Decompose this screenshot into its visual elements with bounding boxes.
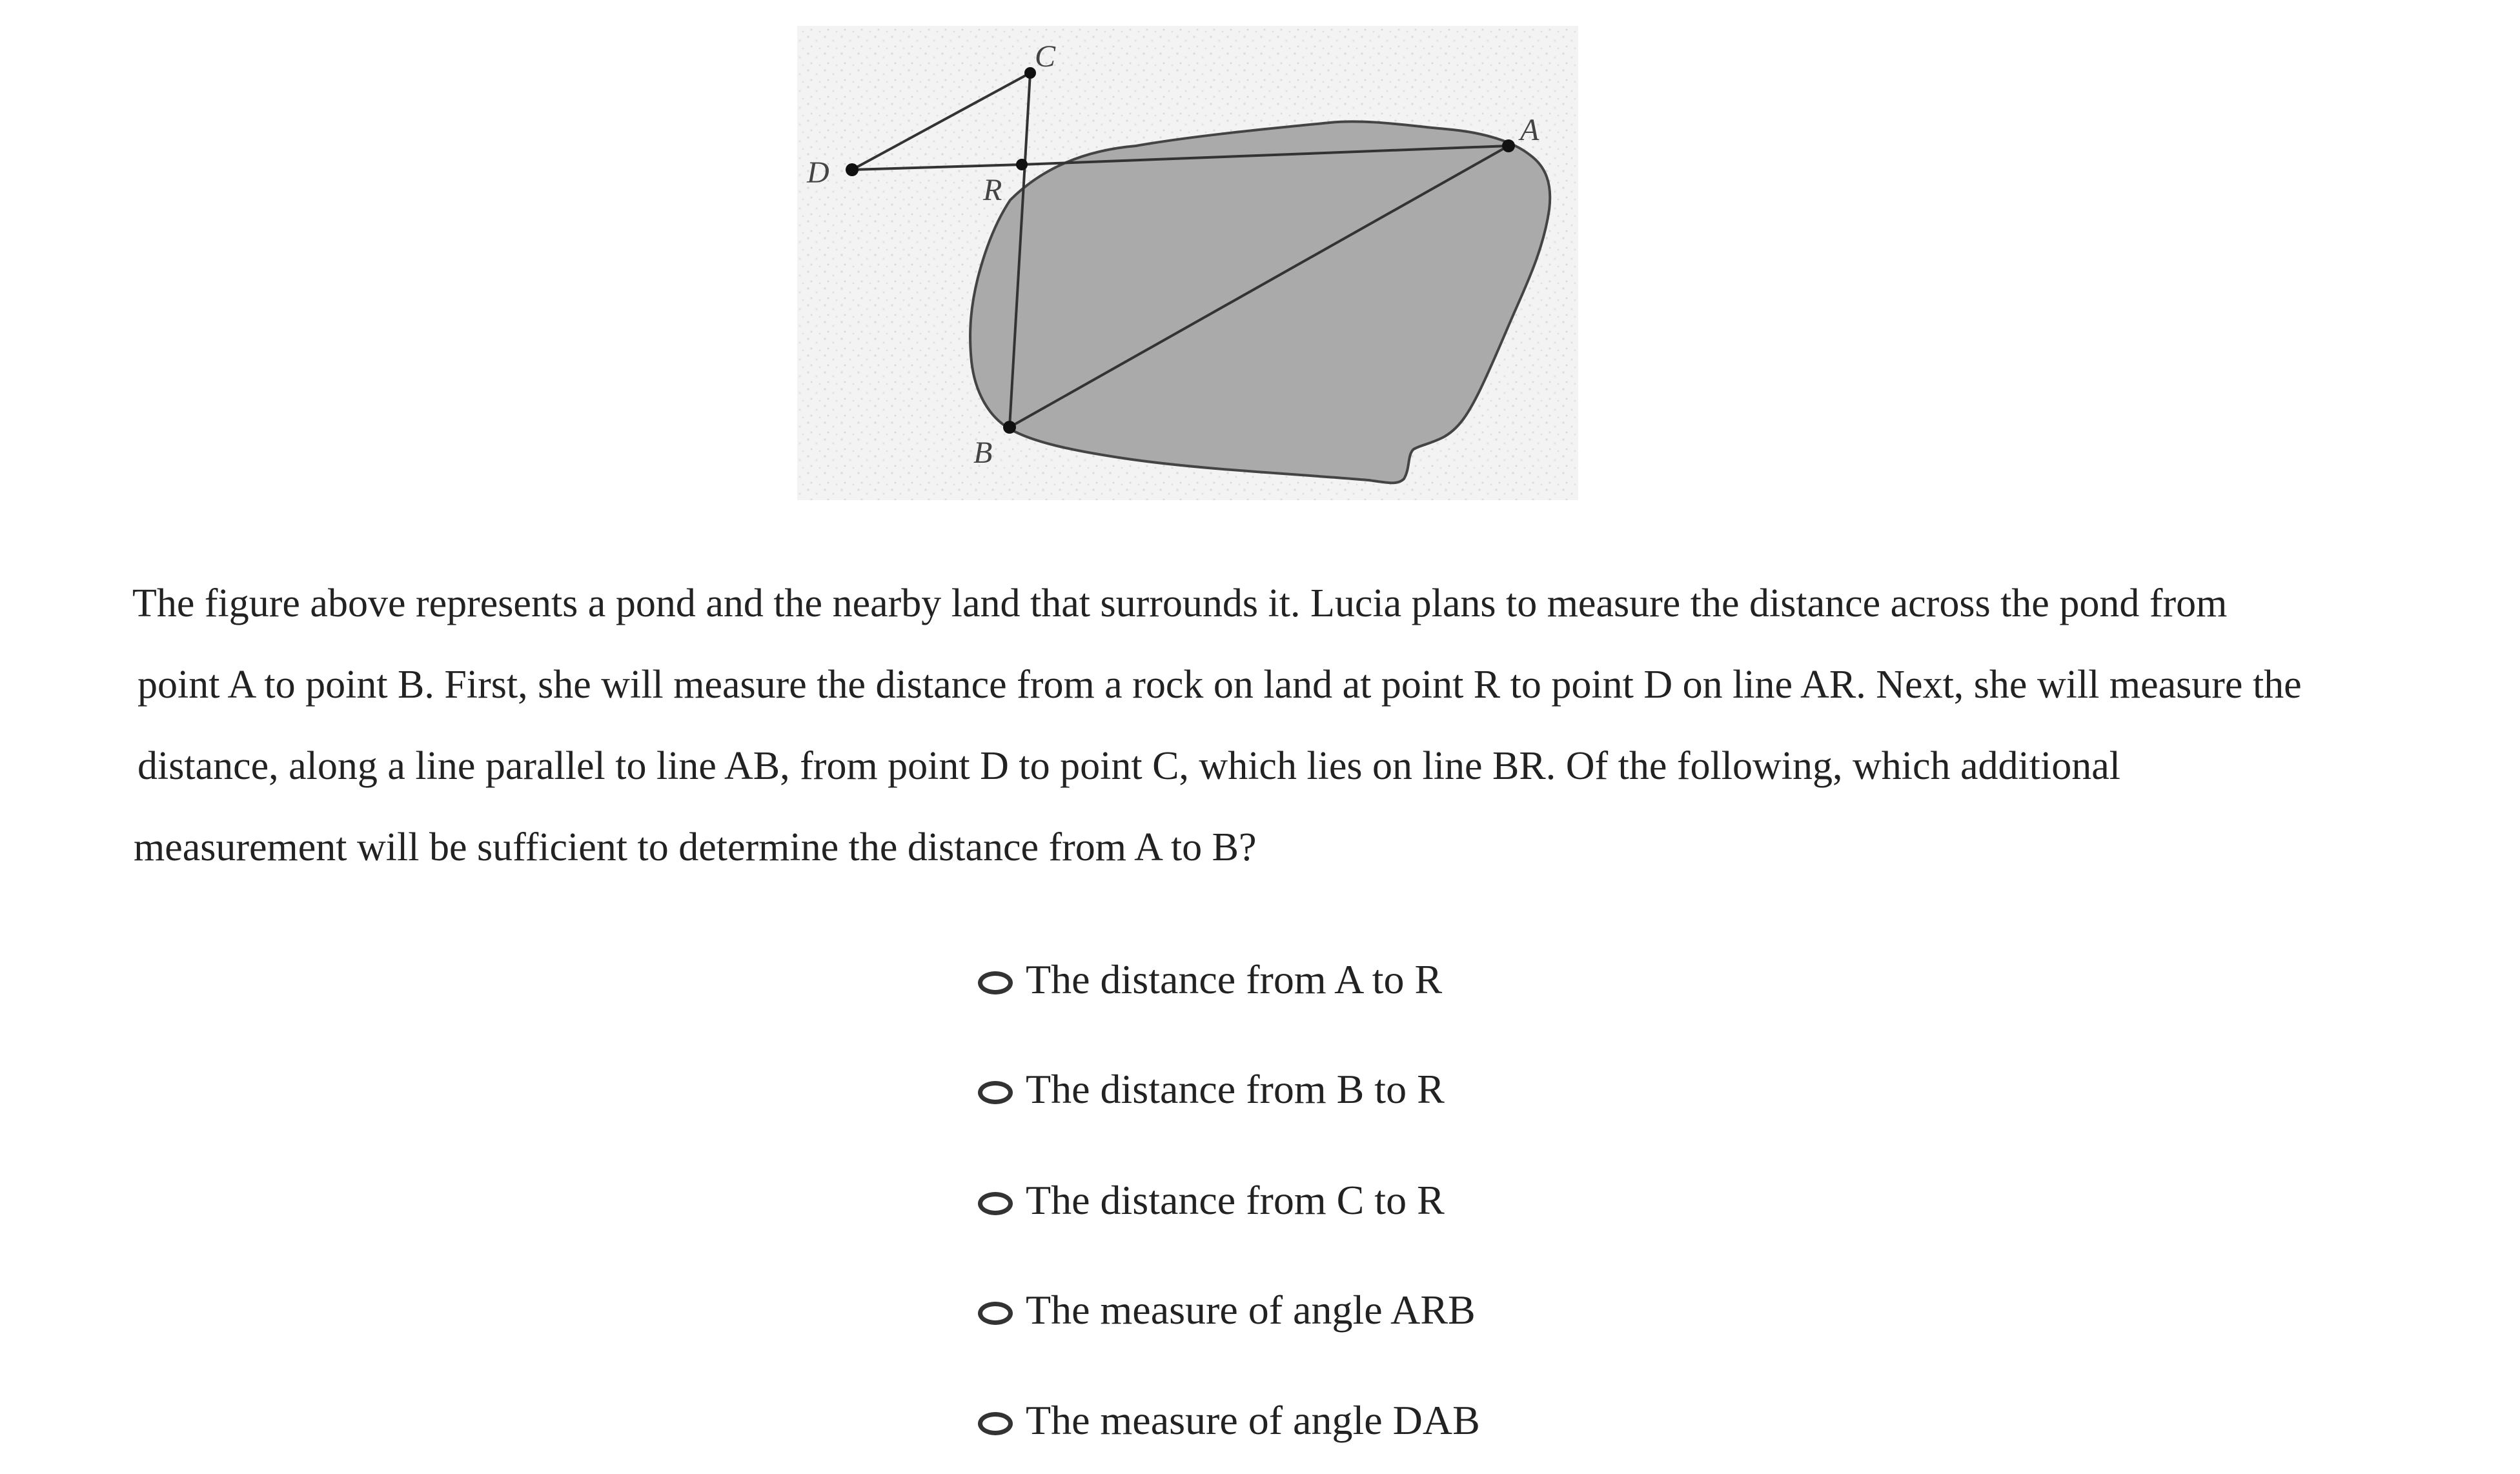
answer-option-label: The distance from A to R bbox=[1026, 956, 1443, 1002]
answer-option[interactable] bbox=[978, 1391, 1480, 1449]
point-a-marker bbox=[1502, 139, 1515, 152]
question-line: The figure above represents a pond and the nearby land that surrounds it. Lucia plans to measure the distance across the pond from bbox=[132, 581, 2228, 625]
radio-button[interactable] bbox=[978, 1081, 1013, 1104]
label-c: C bbox=[1035, 39, 1056, 74]
question-line: point A to point B. First, she will measure the distance from a rock on land at point R to point D on line AR. Next, she will measure the bbox=[137, 663, 2302, 707]
radio-button[interactable] bbox=[978, 1302, 1013, 1325]
radio-button[interactable] bbox=[978, 1192, 1013, 1215]
answer-option[interactable] bbox=[978, 1171, 1445, 1229]
answer-option-label: The measure of angle DAB bbox=[1026, 1397, 1480, 1443]
label-d: D bbox=[807, 156, 829, 190]
question-line: measurement will be sufficient to determine the distance from A to B? bbox=[134, 825, 1257, 869]
pond-figure bbox=[794, 23, 1581, 503]
question-line: distance, along a line parallel to line AB, from point D to point C, which lies on line BR. Of the following, which additional bbox=[137, 744, 2120, 788]
answer-option[interactable] bbox=[978, 1060, 1445, 1118]
radio-button[interactable] bbox=[978, 1412, 1013, 1435]
answer-option[interactable] bbox=[978, 1281, 1476, 1339]
point-r-marker bbox=[1016, 159, 1028, 170]
question-text bbox=[132, 563, 2404, 888]
point-d-marker bbox=[846, 163, 859, 176]
answer-option[interactable] bbox=[978, 951, 1442, 1009]
answer-option-label: The distance from B to R bbox=[1026, 1066, 1445, 1112]
label-a: A bbox=[1520, 113, 1539, 147]
label-b: B bbox=[973, 436, 993, 470]
label-r: R bbox=[983, 173, 1002, 207]
answer-option-label: The measure of angle ARB bbox=[1026, 1287, 1476, 1333]
point-b-marker bbox=[1003, 421, 1016, 434]
radio-button[interactable] bbox=[978, 971, 1013, 994]
answer-option-label: The distance from C to R bbox=[1026, 1177, 1445, 1223]
